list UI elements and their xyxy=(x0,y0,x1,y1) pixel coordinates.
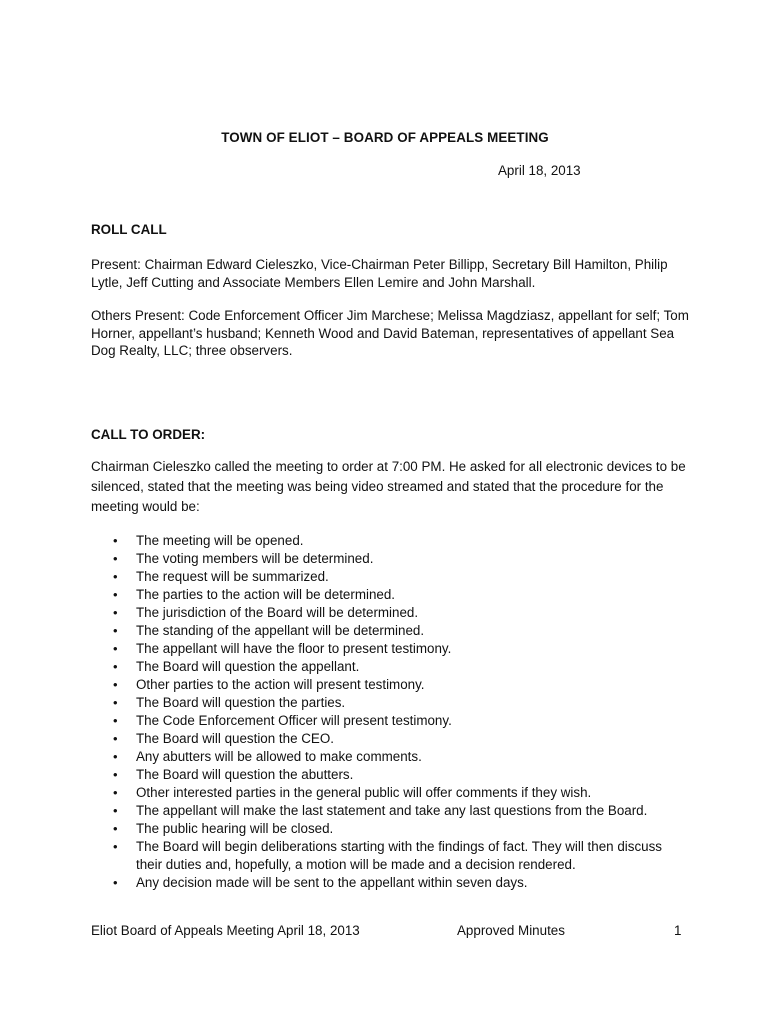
bullet-icon: • xyxy=(113,803,118,818)
procedure-item xyxy=(91,802,691,820)
procedure-item-text: The appellant will have the floor to present testimony. xyxy=(136,641,452,656)
procedure-item xyxy=(91,568,691,586)
procedure-item-text: The meeting will be opened. xyxy=(136,533,304,548)
procedure-item xyxy=(91,874,691,892)
bullet-icon: • xyxy=(113,551,118,566)
bullet-icon: • xyxy=(113,659,118,674)
bullet-icon: • xyxy=(113,677,118,692)
procedure-item xyxy=(91,712,691,730)
procedure-item-text: The appellant will make the last statement and take any last questions from the Board. xyxy=(136,803,648,818)
procedure-item-text: The standing of the appellant will be determined. xyxy=(136,623,425,638)
procedure-item-text: The voting members will be determined. xyxy=(136,551,374,566)
footer-status: Approved Minutes xyxy=(457,923,565,938)
procedure-item-text: The Board will begin deliberations starting with the findings of fact. They will then discuss their duties and, hopefully, a motion will be made and a decision rendered. xyxy=(136,839,662,872)
bullet-icon: • xyxy=(113,623,118,638)
others-present-paragraph: Others Present: Code Enforcement Officer Jim Marchese; Melissa Magdziasz, appellant for self; Tom Horner, appellant’s husband; Kenneth Wood and David Bateman, representatives of appellant Sea Dog Realty, LLC; three observers. xyxy=(91,308,689,358)
procedure-item xyxy=(91,748,691,766)
procedure-item-text: The jurisdiction of the Board will be determined. xyxy=(136,605,419,620)
bullet-icon: • xyxy=(113,695,118,710)
procedure-item-text: The request will be summarized. xyxy=(136,569,329,584)
call-to-order-intro: Chairman Cieleszko called the meeting to order at 7:00 PM. He asked for all electronic devices to be silenced, stated that the meeting was being video streamed and stated that the procedure for the meeting would be: xyxy=(91,459,686,514)
procedure-item xyxy=(91,640,691,658)
bullet-icon: • xyxy=(113,785,118,800)
roll-call-heading: ROLL CALL xyxy=(91,222,167,237)
bullet-icon: • xyxy=(113,587,118,602)
procedure-item xyxy=(91,694,691,712)
procedure-item-text: The Board will question the CEO. xyxy=(136,731,334,746)
procedure-item xyxy=(91,532,691,550)
bullet-icon: • xyxy=(113,731,118,746)
bullet-icon: • xyxy=(113,821,118,836)
procedure-item xyxy=(91,784,691,802)
present-paragraph: Present: Chairman Edward Cieleszko, Vice-Chairman Peter Billipp, Secretary Bill Hamilton, Philip Lytle, Jeff Cutting and Associate Members Ellen Lemire and John Marshall. xyxy=(91,257,668,290)
procedure-item xyxy=(91,622,691,640)
procedure-item xyxy=(91,658,691,676)
page-title: TOWN OF ELIOT – BOARD OF APPEALS MEETING xyxy=(221,130,549,145)
bullet-icon: • xyxy=(113,641,118,656)
procedure-list xyxy=(91,532,691,892)
procedure-item-text: The Board will question the appellant. xyxy=(136,659,360,674)
footer-meeting-label: Eliot Board of Appeals Meeting April 18, 2013 xyxy=(91,923,360,938)
procedure-item xyxy=(91,676,691,694)
bullet-icon: • xyxy=(113,713,118,728)
procedure-item-text: The parties to the action will be determined. xyxy=(136,587,396,602)
procedure-item xyxy=(91,730,691,748)
procedure-item-text: The Board will question the abutters. xyxy=(136,767,354,782)
bullet-icon: • xyxy=(113,767,118,782)
meeting-date: April 18, 2013 xyxy=(498,163,581,178)
procedure-item-text: The Board will question the parties. xyxy=(136,695,346,710)
bullet-icon: • xyxy=(113,875,118,890)
bullet-icon: • xyxy=(113,533,118,548)
procedure-item-text: The Code Enforcement Officer will present testimony. xyxy=(136,713,452,728)
procedure-item xyxy=(91,586,691,604)
procedure-item xyxy=(91,820,691,838)
bullet-icon: • xyxy=(113,605,118,620)
bullet-icon: • xyxy=(113,839,118,854)
bullet-icon: • xyxy=(113,749,118,764)
procedure-item xyxy=(91,766,691,784)
procedure-item xyxy=(91,550,691,568)
procedure-item xyxy=(91,604,691,622)
procedure-item-text: Other parties to the action will present testimony. xyxy=(136,677,425,692)
procedure-item-text: Any decision made will be sent to the appellant within seven days. xyxy=(136,875,528,890)
procedure-item xyxy=(91,838,691,874)
procedure-item-text: Any abutters will be allowed to make comments. xyxy=(136,749,422,764)
bullet-icon: • xyxy=(113,569,118,584)
procedure-item-text: Other interested parties in the general public will offer comments if they wish. xyxy=(136,785,592,800)
page-number: 1 xyxy=(674,923,682,938)
call-to-order-heading: CALL TO ORDER: xyxy=(91,427,206,442)
procedure-item-text: The public hearing will be closed. xyxy=(136,821,334,836)
